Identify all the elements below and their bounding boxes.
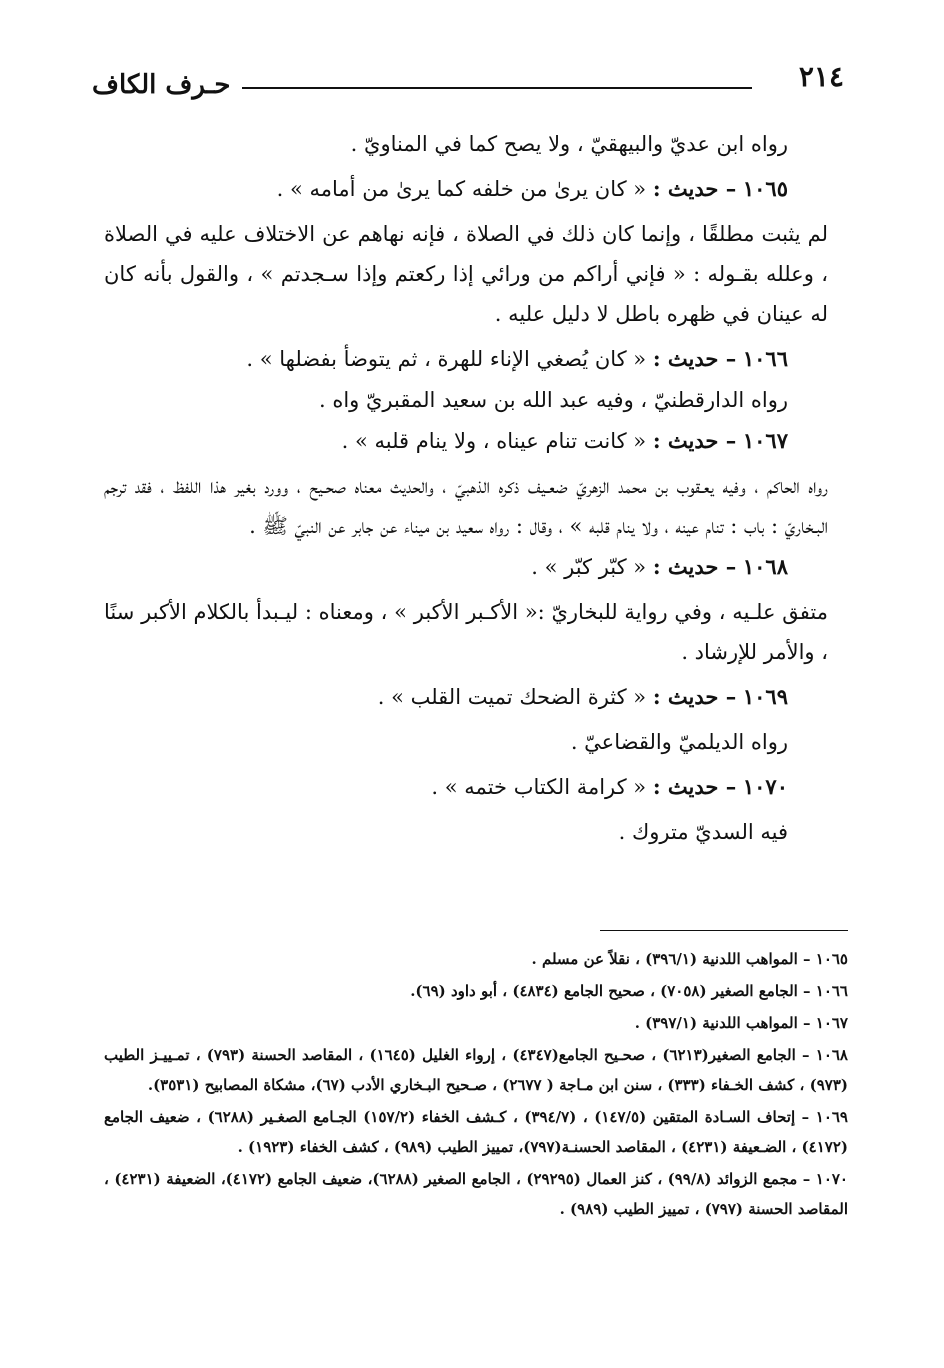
footnote-text: – المواهب اللدنية (٣٩٦/١) ، نقلاً عن مسلم .	[531, 950, 811, 968]
page-number: ٢١٤	[798, 60, 844, 93]
paragraph: رواه الحاكم ، وفيه يعـقوب بن محمد الزهريّ ضعـيف ذكره الذهبيّ ، والحديث معناه صحـيح ، وورد بغير هذا اللفظ ، فقد ترجم البـخاريّ : باب : تنام عينه ، ولا ينام قلبه » ، وقال : رواه سعيد بن ميناء عن جابر عن النبيّ ﷺ .	[104, 474, 828, 538]
hadith-text: « كان يُصغي الإناء للهرة ، ثم يتوضأ بفضلها » .	[246, 347, 647, 371]
footnote-text: – الجامع الصغير(٦٢١٣) ، صحـيح الجامع(٤٣٤٧) ، إرواء الغليل (١٦٤٥) ، المقاصد الحسنة (٧٩٣) ، تمـييـز الطيب (٩٧٣) ، كشف الخـفاء (٣٣٣) ، سنن ابن مـاجة ( ٢٦٧٧) ، صـحيح البـخاري الأدب (٦٧)، مشكاة المصابيح (٣٥٣١).	[104, 1046, 848, 1094]
hadith-heading	[104, 546, 788, 588]
footnote-number: ١٠٦٨	[815, 1046, 848, 1064]
hadith-heading	[104, 168, 788, 210]
hadith-heading	[104, 420, 788, 462]
footnote-text: – إتحاف السـادة المتقين (١٤٧/٥) ، (٣٩٤/٧) ، كـشف الخفاء (١٥٧/٢) الجـامع الصغـير (٦٢٨٨) ، ضعيف الجامع (٤١٧٢) ، الضـعيفة (٤٢٣١) ، المقاصد الحسنـة(٧٩٧)، تمييز الطيب (٩٨٩) ، كشف الخفاء (١٩٢٣) .	[104, 1108, 848, 1156]
footnote	[104, 1040, 848, 1100]
hadith-label: – حديث :	[652, 774, 737, 799]
hadith-number: ١٠٦٨	[742, 554, 788, 579]
footnote-text: – الجامع الصغير (٧٠٥٨) ، صحيح الجامع (٤٨٣٤) ، أبو داود (٦٩).	[410, 982, 811, 1000]
header-rule	[242, 87, 752, 89]
main-text	[104, 124, 828, 852]
footnote	[104, 1008, 848, 1038]
hadith-number: ١٠٦٥	[742, 176, 788, 201]
footnote-text: – المواهب اللدنية (٣٩٧/١) .	[634, 1014, 811, 1032]
paragraph: رواه ابن عديّ والبيهقيّ ، ولا يصح كما في المناويّ .	[350, 132, 788, 156]
hadith-label: – حديث :	[652, 176, 737, 201]
hadith-heading	[104, 338, 788, 380]
footnote	[104, 944, 848, 974]
hadith-text: « كان يرىٰ من خلفه كما يرىٰ من أمامه » .	[276, 177, 647, 201]
hadith-text: « كانت تنام عيناه ، ولا ينام قلبه » .	[341, 429, 647, 453]
page-header	[92, 62, 844, 102]
footnote-number: ١٠٦٥	[815, 950, 848, 968]
paragraph: لم يثبت مطلقًا ، وإنما كان ذلك في الصلاة ، فإنه نهاهم عن الاختلاف عليه في الصلاة ، وعلله بقـوله : « فإني أراكم من ورائي إذا ركعتم وإذا سـجدتم » ، والقول بأنه كان له عينان في ظهره باطل لا دليل عليه .	[104, 222, 828, 326]
footnote-number: ١٠٦٦	[815, 982, 848, 1000]
hadith-number: ١٠٦٦	[742, 346, 788, 371]
footnote-number: ١٠٧٠	[815, 1170, 848, 1188]
footnote	[104, 976, 848, 1006]
hadith-number: ١٠٦٧	[742, 428, 788, 453]
paragraph: رواه الدارقطنيّ ، وفيه عبد الله بن سعيد المقبريّ واه .	[318, 388, 788, 412]
chapter-title: حـرف الكاف	[92, 70, 231, 100]
hadith-label: – حديث :	[652, 684, 737, 709]
hadith-label: – حديث :	[652, 428, 737, 453]
footnote	[104, 1164, 848, 1224]
paragraph: فيه السديّ متروك .	[618, 820, 788, 844]
footnote	[104, 1102, 848, 1162]
hadith-number: ١٠٧٠	[742, 774, 788, 799]
paragraph: متفق علـيه ، وفي رواية للبخاريّ :« الأكـبر الأكبر » ، ومعناه : ليـبدأ بالكلام الأكبر سنًا ، والأمر للإرشاد .	[104, 600, 828, 664]
hadith-text: « كبّر كبّر » .	[531, 555, 647, 579]
hadith-label: – حديث :	[652, 346, 737, 371]
footnote-number: ١٠٦٧	[815, 1014, 848, 1032]
hadith-number: ١٠٦٩	[742, 684, 788, 709]
footnotes	[104, 944, 848, 1226]
hadith-heading	[104, 766, 788, 808]
footnote-text: – مجمع الزوائد (٩٩/٨) ، كنز العمال (٢٩٢٩٥) ، الجامع الصغير (٦٢٨٨)، ضعيف الجامع (٤١٧٢)، الضعيفة (٤٢٣١) ، المقاصد الحسنة (٧٩٧) ، تمييز الطيب (٩٨٩) .	[104, 1170, 848, 1218]
hadith-text: « كرامة الكتاب ختمه » .	[431, 775, 647, 799]
footnote-number: ١٠٦٩	[815, 1108, 848, 1126]
hadith-text: « كثرة الضحك تميت القلب » .	[377, 685, 647, 709]
footnote-separator	[600, 930, 848, 931]
hadith-label: – حديث :	[652, 554, 737, 579]
paragraph: رواه الديلميّ والقضاعيّ .	[570, 730, 788, 754]
hadith-heading	[104, 676, 788, 718]
